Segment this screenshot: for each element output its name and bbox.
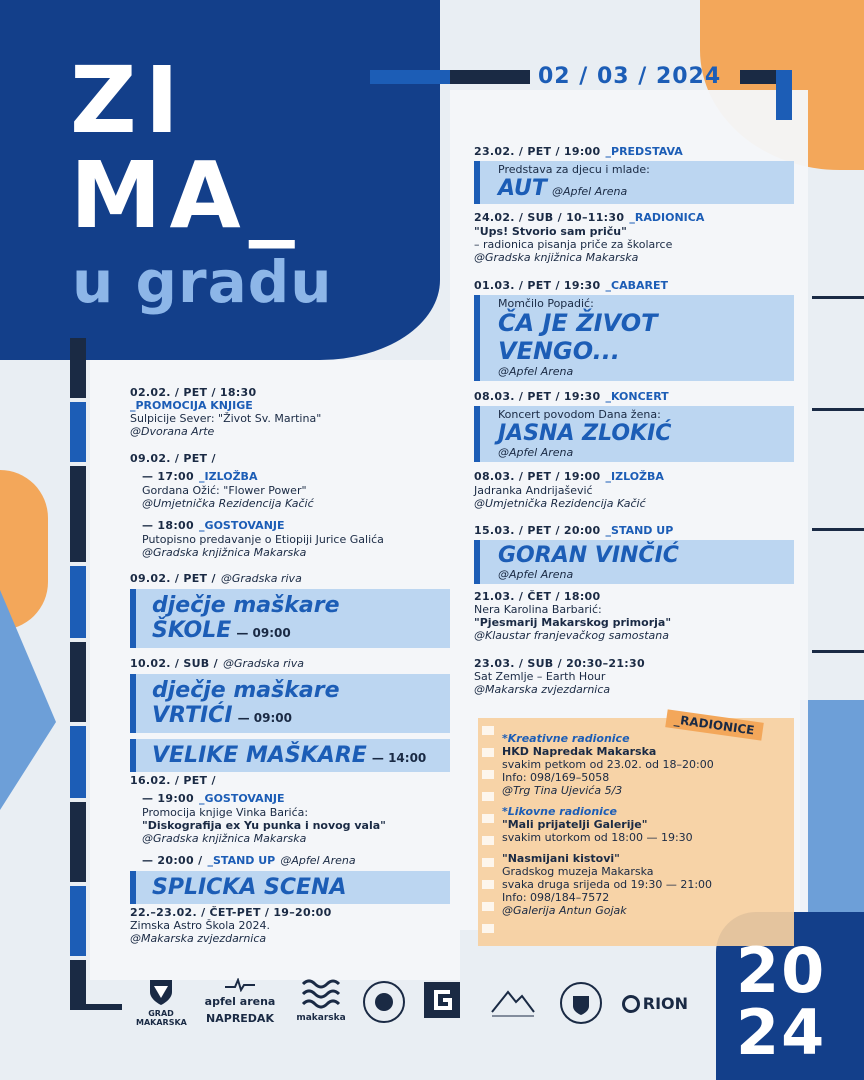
event-date: 10.02. / SUB / bbox=[130, 657, 218, 670]
highlight-box bbox=[130, 589, 450, 648]
event-location: @Apfel Arena bbox=[498, 365, 574, 379]
event-date: 24.02. / SUB / 10–11:30 bbox=[474, 211, 625, 224]
highlight-title: dječje maškare bbox=[152, 678, 340, 703]
event-date: 23.03. / SUB / 20:30–21:30 bbox=[474, 657, 645, 670]
radionice-text: svaka druga srijeda od 19:30 — 21:00 bbox=[502, 878, 713, 891]
event-date: 08.03. / PET / 19:30 bbox=[474, 390, 601, 403]
date-label: 02 / 03 / 2024 bbox=[538, 64, 722, 89]
film-strip bbox=[482, 726, 494, 936]
highlight-box bbox=[130, 674, 450, 733]
timeline-bar bbox=[70, 402, 86, 462]
radionice-location: @Trg Tina Ujevića 5/3 bbox=[502, 784, 623, 797]
event-type: _GOSTOVANJE bbox=[199, 519, 285, 532]
event-subtitle: Momčilo Popadić: bbox=[498, 297, 594, 310]
timeline-bar bbox=[70, 886, 86, 956]
logo-rion bbox=[620, 994, 690, 1013]
event-location: @Gradska knjižnica Makarska bbox=[142, 832, 307, 845]
year-top: 20 bbox=[736, 934, 827, 1007]
event-location: @Umjetnička Rezidencija Kačić bbox=[474, 497, 646, 510]
event-right-5 bbox=[474, 465, 794, 510]
radionice-group-title: *Kreativne radionice bbox=[502, 732, 630, 745]
event-date: 09.02. / PET / bbox=[130, 452, 216, 465]
event-type: _GOSTOVANJE bbox=[199, 792, 285, 805]
title-line-3: u gradu bbox=[72, 248, 333, 316]
event-text: "Ups! Stvorio sam priču" bbox=[474, 225, 627, 238]
radionice-group-title: *Likovne radionice bbox=[502, 805, 617, 818]
highlight-time: — 09:00 bbox=[236, 626, 291, 641]
mountain-icon bbox=[490, 984, 536, 1020]
badge-icon bbox=[558, 980, 604, 1026]
event-location: @Apfel Arena bbox=[280, 854, 356, 867]
event-text: Gordana Ožić: "Flower Power" bbox=[142, 484, 307, 497]
seal-icon bbox=[362, 980, 406, 1024]
event-location: @Dvorana Arte bbox=[130, 425, 215, 438]
year-bottom: 24 bbox=[736, 996, 827, 1069]
radionice-org: "Nasmijani kistovi" bbox=[502, 852, 620, 865]
logo-label: RION bbox=[642, 994, 689, 1013]
event-time: — 17:00 bbox=[142, 470, 194, 483]
event-text: "Diskografija ex Yu punka i novog vala" bbox=[142, 819, 386, 832]
decor-line bbox=[812, 408, 864, 411]
radionice-text: Gradskog muzeja Makarska bbox=[502, 865, 654, 878]
highlight-title: VENGO... bbox=[498, 336, 620, 365]
event-location: @Umjetnička Rezidencija Kačić bbox=[142, 497, 314, 510]
event-time: — 19:00 bbox=[142, 792, 194, 805]
timeline-bar bbox=[70, 960, 86, 1010]
event-type: _KONCERT bbox=[605, 390, 669, 403]
event-right-8 bbox=[474, 657, 794, 696]
event-location: @Gradska knjižnica Makarska bbox=[142, 546, 307, 559]
waves-icon bbox=[301, 978, 341, 1010]
radionice-text: Info: 098/184–7572 bbox=[502, 891, 610, 904]
highlight-time: — 14:00 bbox=[371, 750, 427, 765]
decor-line bbox=[812, 528, 864, 531]
event-type: _IZLOŽBA bbox=[199, 470, 258, 483]
logo-knjiznica bbox=[360, 980, 408, 1026]
event-left-2 bbox=[130, 452, 450, 559]
event-type: _STAND UP bbox=[605, 524, 674, 537]
timeline-bar bbox=[70, 566, 86, 638]
logo-label: NAPREDAK bbox=[206, 1012, 274, 1025]
radionice-text: Info: 098/169–5058 bbox=[502, 771, 610, 784]
event-location: @Makarska zvjezdarnica bbox=[130, 932, 267, 945]
highlight-title: ČA JE ŽIVOT bbox=[498, 309, 658, 337]
pulse-icon bbox=[225, 978, 255, 992]
radionice-tag: _RADIONICE bbox=[665, 709, 763, 740]
logo-grad-makarska bbox=[136, 978, 186, 1027]
logo-label: makarska bbox=[296, 1013, 346, 1023]
event-left-5 bbox=[130, 774, 450, 904]
event-text: Sat Zemlje – Earth Hour bbox=[474, 670, 606, 683]
event-location: @Gradska riva bbox=[223, 657, 304, 670]
bg-light-blue-shape-left bbox=[0, 590, 56, 810]
logo-pomocnik bbox=[556, 980, 606, 1028]
highlight-box bbox=[130, 739, 450, 772]
radionice-text: svakim petkom od 23.02. od 18–20:00 bbox=[502, 758, 714, 771]
highlight-title: GORAN VINČIĆ bbox=[498, 543, 679, 568]
logo-makarska bbox=[296, 978, 346, 1023]
event-right-4 bbox=[474, 385, 794, 462]
radionice-location: @Galerija Antun Gojak bbox=[502, 904, 627, 917]
event-location: @Makarska zvjezdarnica bbox=[474, 683, 611, 696]
event-type: _RADIONICA bbox=[629, 211, 705, 224]
logo-galerija bbox=[422, 982, 462, 1024]
event-location: @Gradska knjižnica Makarska bbox=[474, 251, 639, 264]
event-type: _PROMOCIJA KNJIGE bbox=[130, 399, 253, 412]
event-text: Zimska Astro Škola 2024. bbox=[130, 919, 271, 932]
logo-apfel bbox=[200, 978, 280, 1025]
highlight-title: JASNA ZLOKIĆ bbox=[498, 421, 672, 446]
highlight-box bbox=[474, 295, 794, 381]
event-date: 22.–23.02. / ČET-PET / 19–20:00 bbox=[130, 906, 332, 919]
event-left-6 bbox=[130, 906, 450, 945]
event-date: 09.02. / PET / bbox=[130, 572, 216, 585]
event-left-3 bbox=[130, 567, 450, 648]
event-right-3 bbox=[474, 274, 794, 381]
event-subtitle: Koncert povodom Dana žena: bbox=[498, 408, 661, 421]
shield-icon bbox=[148, 978, 174, 1006]
highlight-box bbox=[474, 161, 794, 204]
event-right-6 bbox=[474, 519, 794, 584]
event-date: 21.03. / ČET / 18:00 bbox=[474, 590, 601, 603]
date-bar bbox=[370, 70, 450, 84]
bg-orange-shape-left bbox=[0, 470, 48, 630]
eye-icon bbox=[622, 995, 640, 1013]
event-date: 02.02. / PET / 18:30 bbox=[130, 386, 257, 399]
highlight-title: ŠKOLE bbox=[152, 618, 232, 644]
event-date: 23.02. / PET / 19:00 bbox=[474, 145, 601, 158]
decor-line bbox=[812, 296, 864, 299]
highlight-box bbox=[130, 871, 450, 904]
radionice-org: "Mali prijatelji Galerije" bbox=[502, 818, 648, 831]
title-line-2: MA_ bbox=[70, 142, 303, 249]
bg-light-blue-shape-right bbox=[800, 700, 864, 920]
event-right-7 bbox=[474, 590, 794, 642]
event-text: "Pjesmarij Makarskog primorja" bbox=[474, 616, 672, 629]
timeline-bar bbox=[70, 642, 86, 722]
event-text: Nera Karolina Barbarić: bbox=[474, 603, 602, 616]
radionice-org: HKD Napredak Makarska bbox=[502, 745, 657, 758]
event-date: 08.03. / PET / 19:00 bbox=[474, 470, 601, 483]
event-type: _IZLOŽBA bbox=[605, 470, 664, 483]
event-type: _PREDSTAVA bbox=[605, 145, 683, 158]
highlight-time: — 09:00 bbox=[237, 711, 292, 726]
event-location: @Apfel Arena bbox=[552, 185, 628, 198]
event-date: 16.02. / PET / bbox=[130, 774, 216, 787]
event-date: 01.03. / PET / 19:30 bbox=[474, 279, 601, 292]
radionice-list bbox=[502, 732, 792, 917]
timeline-bar bbox=[70, 466, 86, 562]
event-location: @Apfel Arena bbox=[498, 568, 574, 582]
event-location: @Klaustar franjevačkog samostana bbox=[474, 629, 670, 642]
highlight-title: SPLICKA SCENA bbox=[152, 875, 347, 900]
timeline-bar bbox=[70, 726, 86, 798]
logo-label: apfel arena bbox=[204, 995, 276, 1008]
event-time: — 18:00 bbox=[142, 519, 194, 532]
event-left-1 bbox=[130, 386, 450, 438]
event-time: — 20:00 / bbox=[142, 854, 203, 867]
highlight-title: VRTIĆI bbox=[152, 703, 233, 729]
highlight-title: dječje maškare bbox=[152, 593, 340, 618]
event-left-4 bbox=[130, 652, 450, 772]
timeline-foot bbox=[70, 1004, 122, 1010]
highlight-box bbox=[474, 540, 794, 584]
event-type: _STAND UP bbox=[207, 854, 276, 867]
date-bar bbox=[450, 70, 530, 84]
event-text: Jadranka Andrijašević bbox=[474, 484, 593, 497]
event-text: – radionica pisanja priče za školarce bbox=[474, 238, 673, 251]
event-date: 15.03. / PET / 20:00 bbox=[474, 524, 601, 537]
corner-bracket bbox=[776, 70, 792, 120]
event-text: Sulpicije Sever: "Život Sv. Martina" bbox=[130, 412, 322, 425]
logo-zvjezdarnica bbox=[488, 984, 538, 1022]
logo-label: GRAD MAKARSKA bbox=[136, 1009, 187, 1027]
event-right-1 bbox=[474, 140, 794, 204]
g-mark-icon bbox=[424, 982, 460, 1022]
event-text: Promocija knjige Vinka Barića: bbox=[142, 806, 309, 819]
timeline-bar bbox=[70, 802, 86, 882]
title-line-1: ZI bbox=[70, 47, 187, 154]
event-text: Putopisno predavanje o Etiopiji Jurice Galića bbox=[142, 533, 384, 546]
highlight-box bbox=[474, 406, 794, 462]
event-location: @Gradska riva bbox=[220, 572, 302, 585]
year-label bbox=[736, 934, 827, 1069]
timeline-bar bbox=[70, 338, 86, 398]
event-location: @Apfel Arena bbox=[498, 446, 574, 460]
highlight-title: VELIKE MAŠKARE bbox=[152, 742, 367, 768]
highlight-title: AUT bbox=[498, 176, 547, 201]
event-subtitle: Predstava za djecu i mlade: bbox=[498, 163, 650, 176]
event-type: _CABARET bbox=[605, 279, 668, 292]
event-right-2 bbox=[474, 206, 794, 264]
radionice-text: svakim utorkom od 18:00 — 19:30 bbox=[502, 831, 693, 844]
decor-line bbox=[812, 650, 864, 653]
